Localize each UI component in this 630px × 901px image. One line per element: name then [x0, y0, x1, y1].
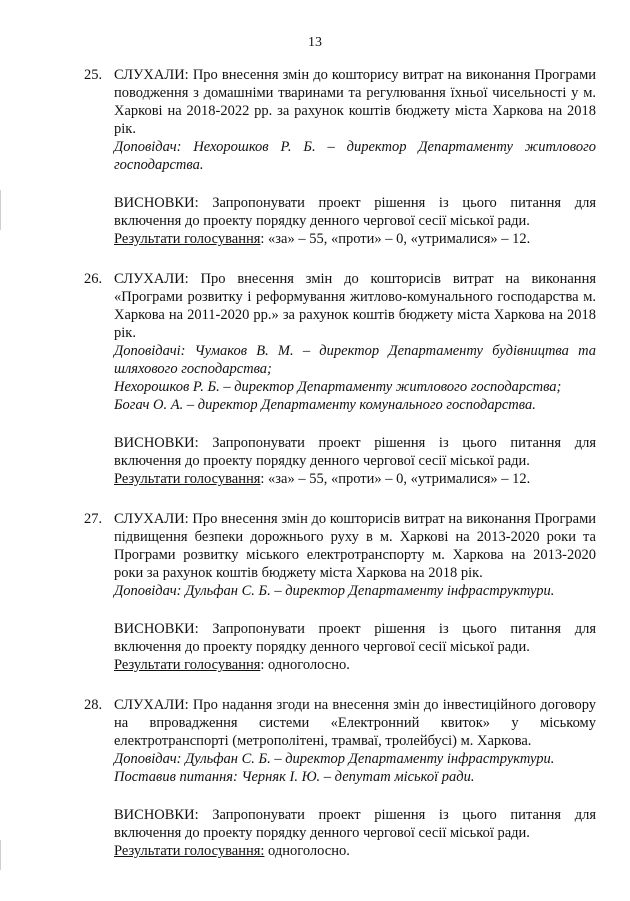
- voting-results-label: Результати голосування: [114, 471, 261, 487]
- item-body: [114, 270, 596, 488]
- heard-paragraph: [114, 696, 596, 750]
- voting-results: [114, 230, 596, 248]
- item-number: 25.: [84, 67, 103, 83]
- speaker-line: Поставив питання: Черняк І. Ю. – депутат міської ради.: [114, 769, 475, 785]
- voting-results-text: : одноголосно.: [260, 657, 350, 673]
- heard-text: Про внесення змін до кошторису витрат на виконання Програми поводження з домашніми тваринами та регулювання їхньої чисельності у м. Харкові на 2018-2022 рр. за рахунок коштів бюджету міста Харкова на 2018 рік.: [114, 67, 597, 137]
- heard-label: СЛУХАЛИ:: [114, 697, 189, 713]
- conclusion-label: ВИСНОВКИ:: [114, 807, 199, 823]
- voting-results: [114, 656, 596, 674]
- voting-results: [114, 842, 596, 860]
- speaker-line: Доповідач: Дульфан С. Б. – директор Департаменту інфраструктури.: [114, 583, 555, 599]
- item-number: 28.: [84, 697, 103, 713]
- heard-text: Про внесення змін до кошторисів витрат на виконання Програми підвищення безпеки дорожнього руху в м. Харкові на 2013-2020 роки та Програми розвитку міського електротранспорту м. Харкова на 2013-2020 роки за рахунок коштів бюджету міста Харкова на 2018 рік.: [114, 511, 597, 581]
- voting-results-label: Результати голосування: [114, 231, 261, 247]
- heard-label: СЛУХАЛИ:: [114, 67, 189, 83]
- speaker-line: Доповідач: Дульфан С. Б. – директор Департаменту інфраструктури.: [114, 751, 555, 767]
- agenda-item-28: [84, 696, 596, 860]
- agenda-items: [84, 66, 596, 882]
- agenda-item-27: [84, 510, 596, 674]
- item-number: 26.: [84, 271, 103, 287]
- scan-edge-mark: [0, 190, 1, 230]
- item-number: 27.: [84, 511, 103, 527]
- conclusion-text: Запропонувати проект рішення із цього питання для включення до проекту порядку денного чергової сесії міської ради.: [114, 195, 597, 229]
- heard-paragraph: [114, 510, 596, 582]
- speaker-line: Доповідач: Нехорошков Р. Б. – директор Департаменту житлового господарства.: [114, 139, 596, 173]
- voting-results-text: : «за» – 55, «проти» – 0, «утрималися» – 12.: [260, 471, 531, 487]
- heard-text: Про надання згоди на внесення змін до інвестиційного договору на впровадження системи «Електронний квиток» у міському електротранспорті (метрополітені, трамваї, тролейбусі) м. Харкова.: [114, 697, 597, 749]
- conclusion-paragraph: [114, 620, 596, 656]
- speaker-line: Богач О. А. – директор Департаменту комунального господарства.: [114, 397, 536, 413]
- conclusion-label: ВИСНОВКИ:: [114, 435, 199, 451]
- item-body: [114, 696, 596, 860]
- voting-results-label: Результати голосування: [114, 657, 261, 673]
- conclusion-paragraph: [114, 194, 596, 230]
- voting-results-text: одноголосно.: [264, 843, 350, 859]
- item-body: [114, 510, 596, 674]
- scan-edge-mark: [0, 840, 1, 870]
- conclusion-text: Запропонувати проект рішення із цього питання для включення до проекту порядку денного чергової сесії міської ради.: [114, 807, 597, 841]
- conclusion-paragraph: [114, 806, 596, 842]
- speaker-line: Доповідачі: Чумаков В. М. – директор Департаменту будівництва та шляхового господарства;: [114, 343, 596, 377]
- conclusion-text: Запропонувати проект рішення із цього питання для включення до проекту порядку денного чергової сесії міської ради.: [114, 621, 597, 655]
- conclusion-label: ВИСНОВКИ:: [114, 621, 199, 637]
- heard-text: Про внесення змін до кошторисів витрат на виконання «Програми розвитку і реформування житлово-комунального господарства м. Харкова на 2011-2020 рр.» за рахунок коштів бюджету міста Харкова на 2018 рік.: [114, 271, 596, 341]
- conclusion-text: Запропонувати проект рішення із цього питання для включення до проекту порядку денного чергової сесії міської ради.: [114, 435, 597, 469]
- agenda-item-25: [84, 66, 596, 248]
- heard-paragraph: [114, 66, 596, 138]
- page-number: 13: [308, 35, 322, 50]
- heard-label: СЛУХАЛИ:: [114, 271, 189, 287]
- voting-results-label: Результати голосування:: [114, 843, 265, 859]
- speaker-line: Нехорошков Р. Б. – директор Департаменту житлового господарства;: [114, 379, 562, 395]
- heard-label: СЛУХАЛИ:: [114, 511, 189, 527]
- conclusion-label: ВИСНОВКИ:: [114, 195, 199, 211]
- conclusion-paragraph: [114, 434, 596, 470]
- agenda-item-26: [84, 270, 596, 488]
- voting-results-text: : «за» – 55, «проти» – 0, «утрималися» – 12.: [260, 231, 531, 247]
- heard-paragraph: [114, 270, 596, 342]
- voting-results: [114, 470, 596, 488]
- item-body: [114, 66, 596, 248]
